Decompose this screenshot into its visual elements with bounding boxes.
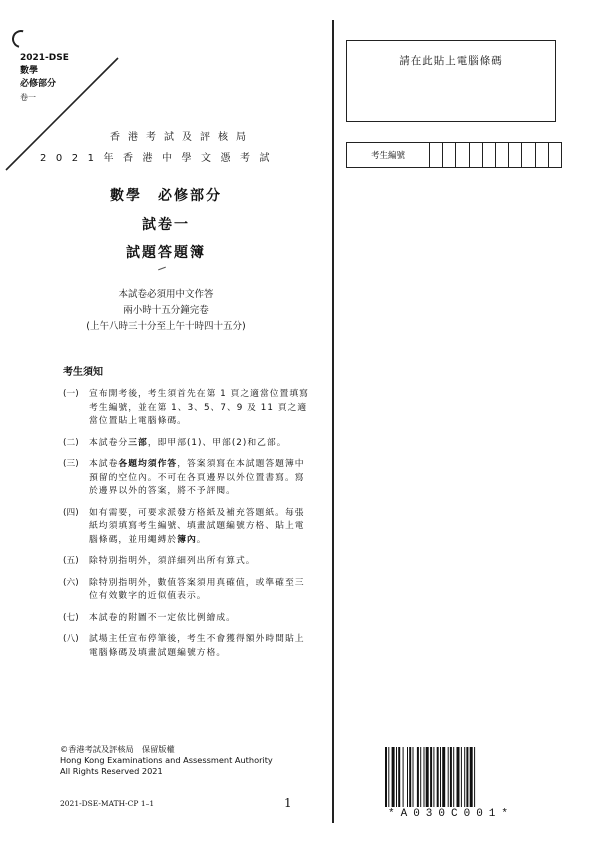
copyright-chinese: ©香港考試及評核局 保留版權 — [60, 744, 175, 754]
candidate-number-cell[interactable] — [443, 143, 456, 167]
instruction-number: (五) — [63, 556, 79, 566]
instruction-number: (二) — [63, 437, 79, 448]
candidate-number-row — [346, 142, 562, 168]
instruction-text: 本試卷分三部，即甲部(1)、甲部(2)和乙部。 — [89, 437, 287, 448]
barcode-sticker-label: 請在此貼上電腦條碼 — [399, 55, 503, 67]
instruction-number: (一) — [63, 389, 79, 399]
candidate-number-label: 考生編號 — [347, 143, 430, 167]
barcode-graphic — [385, 747, 553, 807]
candidate-number-cell[interactable] — [496, 143, 509, 167]
page-number: 1 — [284, 796, 292, 810]
instruction-text: 試場主任宣布停筆後，考生不會獲得額外時間貼上電腦條碼及填畫試題編號方格。 — [89, 634, 305, 658]
candidate-number-cell[interactable] — [483, 143, 496, 167]
instruction-number: (六) — [63, 577, 79, 588]
instruction-number: (四) — [63, 507, 79, 518]
section-label: 必修部分 — [20, 79, 57, 89]
instruction-item — [63, 388, 313, 429]
exam-info — [0, 287, 332, 335]
copyright-notice — [60, 744, 273, 777]
instruction-text: 本試卷的附圖不一定依比例繪成。 — [89, 612, 236, 623]
barcode-sticker-box — [346, 40, 556, 122]
paper-code: 2021-DSE — [20, 53, 69, 63]
candidate-number-cell[interactable] — [549, 143, 561, 167]
candidate-number-cell[interactable] — [470, 143, 483, 167]
candidate-number-cell[interactable] — [456, 143, 469, 167]
exam-title: 2021年香港中學文憑考試 — [40, 153, 279, 164]
copyright-english-rights: All Rights Reserved 2021 — [60, 766, 163, 776]
stray-mark — [158, 267, 166, 271]
instructions-heading: 考生須知 — [63, 367, 103, 378]
paper-title-booklet: 試題答題簿 — [126, 245, 206, 261]
candidate-number-cell[interactable] — [536, 143, 549, 167]
candidate-number-cell[interactable] — [430, 143, 443, 167]
instructions-list — [63, 388, 313, 668]
instruction-text: 本試卷各題均須作答，答案須寫在本試題答題簿中預留的空位內。不可在各頁邊界以外位置書寫。寫於邊界以外的答案，將不予評閱。 — [89, 459, 305, 496]
exam-duration: 兩小時十五分鐘完卷 — [123, 305, 209, 316]
instruction-number: (七) — [63, 612, 79, 623]
vertical-divider — [332, 20, 334, 823]
instruction-text: 除特別指明外，須詳細列出所有算式。 — [89, 556, 256, 566]
instruction-item — [63, 458, 313, 499]
instruction-number: (八) — [63, 634, 79, 644]
paper-title-subject: 數學 必修部分 — [110, 188, 222, 204]
candidate-number-cell[interactable] — [522, 143, 535, 167]
document-code: 2021-DSE-MATH-CP 1–1 — [60, 799, 155, 808]
instruction-item — [63, 437, 313, 451]
exam-language: 本試卷必須用中文作答 — [118, 289, 214, 300]
copyright-english-org: Hong Kong Examinations and Assessment Authority — [60, 755, 273, 765]
organisation-name: 香港考試及評核局 — [110, 132, 254, 143]
candidate-number-cell[interactable] — [509, 143, 522, 167]
instruction-item — [63, 507, 313, 548]
instruction-text: 宣布開考後，考生須首先在第 1 頁之適當位置填寫考生編號，並在第 1、3、5、7、9 及 11 頁之適當位置貼上電腦條碼。 — [89, 389, 309, 426]
instruction-text: 除特別指明外，數值答案須用真確值，或準確至三位有效數字的近似值表示。 — [89, 577, 305, 601]
subject-label: 數學 — [20, 66, 39, 76]
barcode-text: *A030C001* — [388, 808, 515, 820]
instruction-item — [63, 555, 313, 569]
instruction-item — [63, 633, 313, 660]
paper-title-paper: 試卷一 — [142, 217, 190, 233]
paper-label: 卷一 — [20, 93, 36, 102]
instruction-text: 如有需要，可要求派發方格紙及補充答題紙。每張紙均須填寫考生編號、填畫試題編號方格、貼上電腦條碼，並用繩縛於簿內。 — [89, 507, 305, 545]
instruction-number: (三) — [63, 459, 79, 469]
exam-time: (上午八時三十分至上午十時四十五分) — [86, 321, 246, 332]
instruction-item — [63, 577, 313, 604]
instruction-item — [63, 612, 313, 626]
